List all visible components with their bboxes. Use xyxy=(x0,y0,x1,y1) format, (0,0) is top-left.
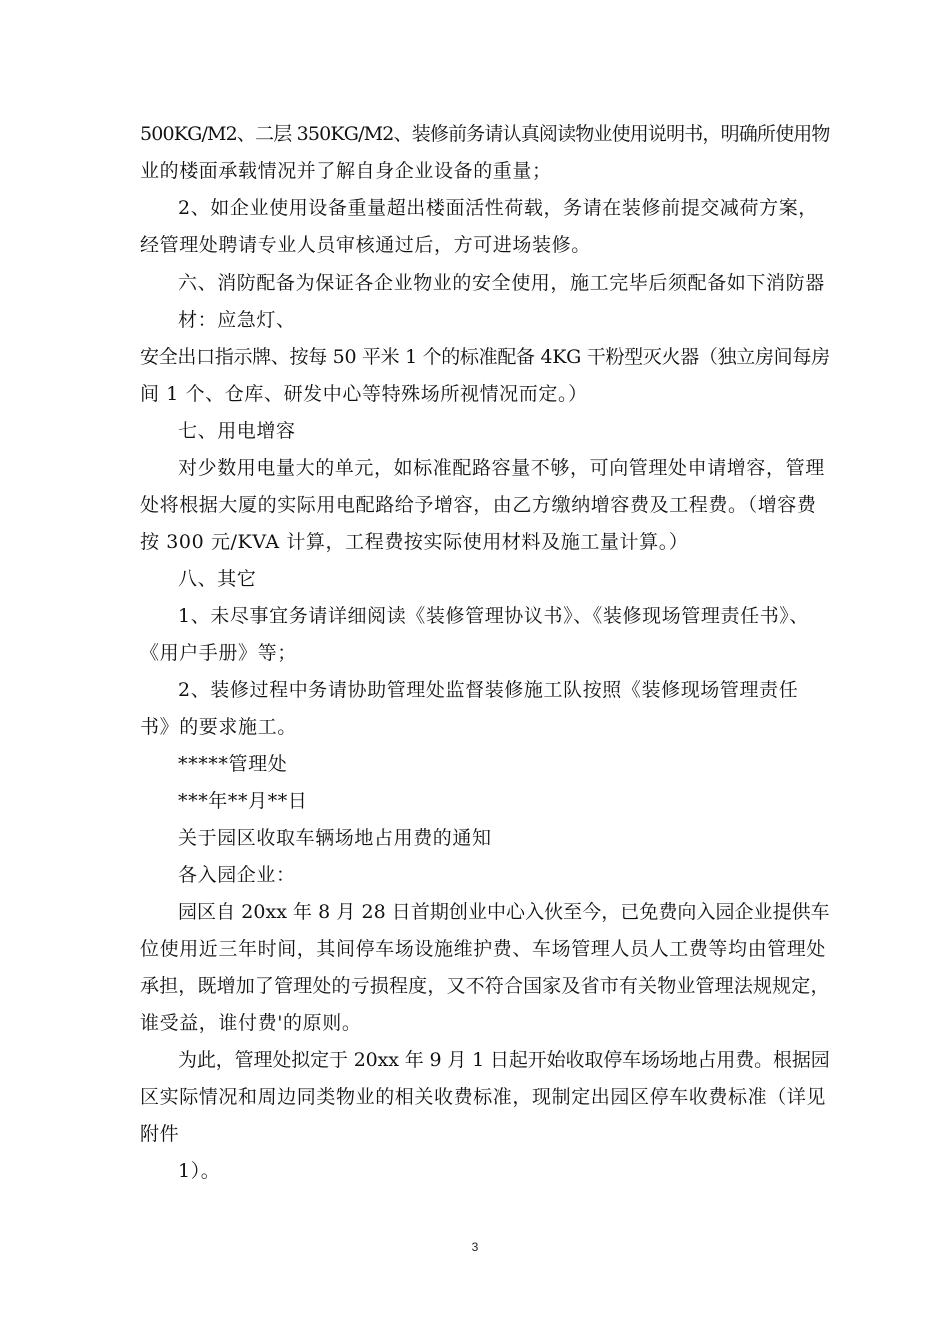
notice-salutation: 各入园企业： xyxy=(178,864,296,886)
paragraph-line: 1）。 xyxy=(178,1160,221,1182)
paragraph-line: 按 300 元/KVA 计算，工程费按实际使用材料及施工量计算。） xyxy=(140,531,689,553)
paragraph-line: 书》的要求施工。 xyxy=(140,716,297,738)
paragraph-line: 经管理处聘请专业人员审核通过后，方可进场装修。 xyxy=(140,234,591,256)
paragraph-line: 业的楼面承载情况并了解自身企业设备的重量； xyxy=(140,160,552,182)
paragraph-line: 间 1 个、仓库、研发中心等特殊场所视情况而定。） xyxy=(140,383,588,405)
page-number: 3 xyxy=(471,1240,479,1254)
section-heading: 七、用电增容 xyxy=(178,420,296,442)
paragraph-line: 1、未尽事宜务请详细阅读《装修管理协议书》、《装修现场管理责任书》、 xyxy=(178,605,809,627)
paragraph-line: 谁受益，谁付费'的原则。 xyxy=(140,1012,362,1034)
paragraph-line: 园区自 20xx 年 8 月 28 日首期创业中心入伙至今，已免费向入园企业提供车 xyxy=(178,901,830,923)
paragraph-line: 位使用近三年时间，其间停车场设施维护费、车场管理人员人工费等均由管理处 xyxy=(140,938,827,960)
signature-office: *****管理处 xyxy=(178,753,288,775)
paragraph-line: 500KG/M2、二层 350KG/M2、装修前务请认真阅读物业使用说明书，明确所使用物 xyxy=(140,123,830,145)
paragraph-line: 材：应急灯、 xyxy=(178,309,296,331)
section-heading: 六、消防配备为保证各企业物业的安全使用，施工完毕后须配备如下消防器 xyxy=(178,272,825,294)
signature-date: ***年**月**日 xyxy=(178,790,308,812)
paragraph-line: 处将根据大厦的实际用电配路给予增容，由乙方缴纳增容费及工程费。（增容费 xyxy=(140,494,817,516)
paragraph-line: 2、装修过程中务请协助管理处监督装修施工队按照《装修现场管理责任 xyxy=(178,679,799,701)
paragraph-line: 为此，管理处拟定于 20xx 年 9 月 1 日起开始收取停车场场地占用费。根据园 xyxy=(178,1049,830,1071)
paragraph-line: 对少数用电量大的单元，如标准配路容量不够，可向管理处申请增容，管理 xyxy=(178,457,825,479)
paragraph-line: 安全出口指示牌、按每 50 平米 1 个的标准配备 4KG 干粉型灭火器（独立房间每房 xyxy=(140,346,830,368)
notice-title: 关于园区收取车辆场地占用费的通知 xyxy=(178,827,492,849)
paragraph-line: 附件 xyxy=(140,1123,180,1145)
paragraph-line: 2、如企业使用设备重量超出楼面活性荷载，务请在装修前提交减荷方案， xyxy=(178,197,818,219)
section-heading: 八、其它 xyxy=(178,568,257,590)
paragraph-line: 承担，既增加了管理处的亏损程度，又不符合国家及省市有关物业管理法规规定， xyxy=(140,975,830,997)
paragraph-line: 区实际情况和周边同类物业的相关收费标准，现制定出园区停车收费标准（详见 xyxy=(140,1086,827,1108)
paragraph-line: 《用户手册》等； xyxy=(140,642,297,664)
